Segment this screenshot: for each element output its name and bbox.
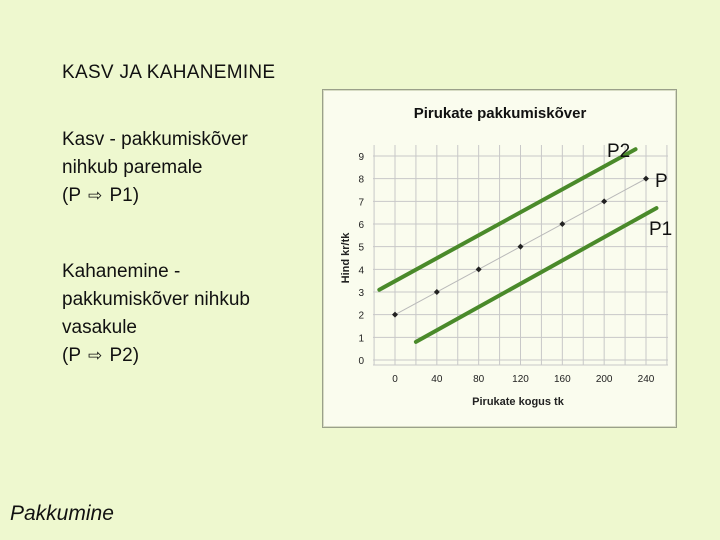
x-tick-label: 0 [392, 374, 398, 385]
chart-ticks [358, 152, 654, 385]
slide-title: KASV JA KAHANEMINE [62, 62, 276, 83]
series-point-p [601, 198, 607, 204]
chart-title: Pirukate pakkumiskõver [413, 105, 587, 122]
y-tick-label: 9 [358, 152, 364, 163]
y-tick-label: 5 [358, 242, 364, 254]
y-tick-label: 7 [358, 197, 364, 209]
x-tick-label: 200 [595, 374, 613, 385]
series-label-p2: P2 [607, 141, 631, 162]
series-point-p [434, 289, 440, 295]
y-tick-label: 6 [358, 220, 364, 231]
increase-line-1: Kasv - pakkumiskõver [62, 129, 248, 150]
series-line-p1 [416, 208, 657, 342]
y-axis-title: Hind kr/tk [340, 232, 352, 284]
series-point-p [476, 266, 482, 272]
footer-label: Pakkumine [10, 502, 114, 525]
series-point-p [559, 221, 565, 227]
decrease-formula-right: P2) [109, 345, 140, 366]
chart-grid [373, 145, 668, 365]
y-tick-label: 2 [358, 310, 364, 322]
increase-formula-left: (P [62, 185, 81, 206]
increase-formula-right: P1) [109, 185, 140, 206]
right-arrow-icon: ⇨ [87, 346, 103, 365]
x-tick-label: 240 [637, 374, 655, 385]
series-point-p [643, 176, 649, 182]
x-tick-label: 160 [553, 374, 571, 385]
series-label-p: P [655, 171, 668, 192]
series-label-p1: P1 [649, 219, 673, 240]
y-tick-label: 8 [358, 174, 364, 186]
series-point-p [392, 312, 398, 318]
series-point-p [518, 244, 524, 250]
decrease-line-3: vasakule [62, 317, 137, 338]
x-tick-label: 120 [512, 374, 529, 385]
decrease-formula-left: (P [62, 345, 81, 366]
x-axis-title: Pirukate kogus tk [472, 396, 564, 408]
series-line-p2 [379, 149, 635, 290]
y-tick-label: 1 [358, 333, 364, 345]
decrease-line-1: Kahanemine - [62, 261, 181, 282]
right-arrow-icon: ⇨ [87, 186, 103, 205]
x-tick-label: 40 [431, 374, 443, 385]
x-tick-label: 80 [473, 374, 485, 385]
y-tick-label: 0 [358, 356, 364, 367]
decrease-line-2: pakkumiskõver nihkub [62, 289, 250, 310]
y-tick-label: 3 [358, 288, 364, 299]
y-tick-label: 4 [358, 265, 364, 277]
increase-line-2: nihkub paremale [62, 157, 203, 178]
